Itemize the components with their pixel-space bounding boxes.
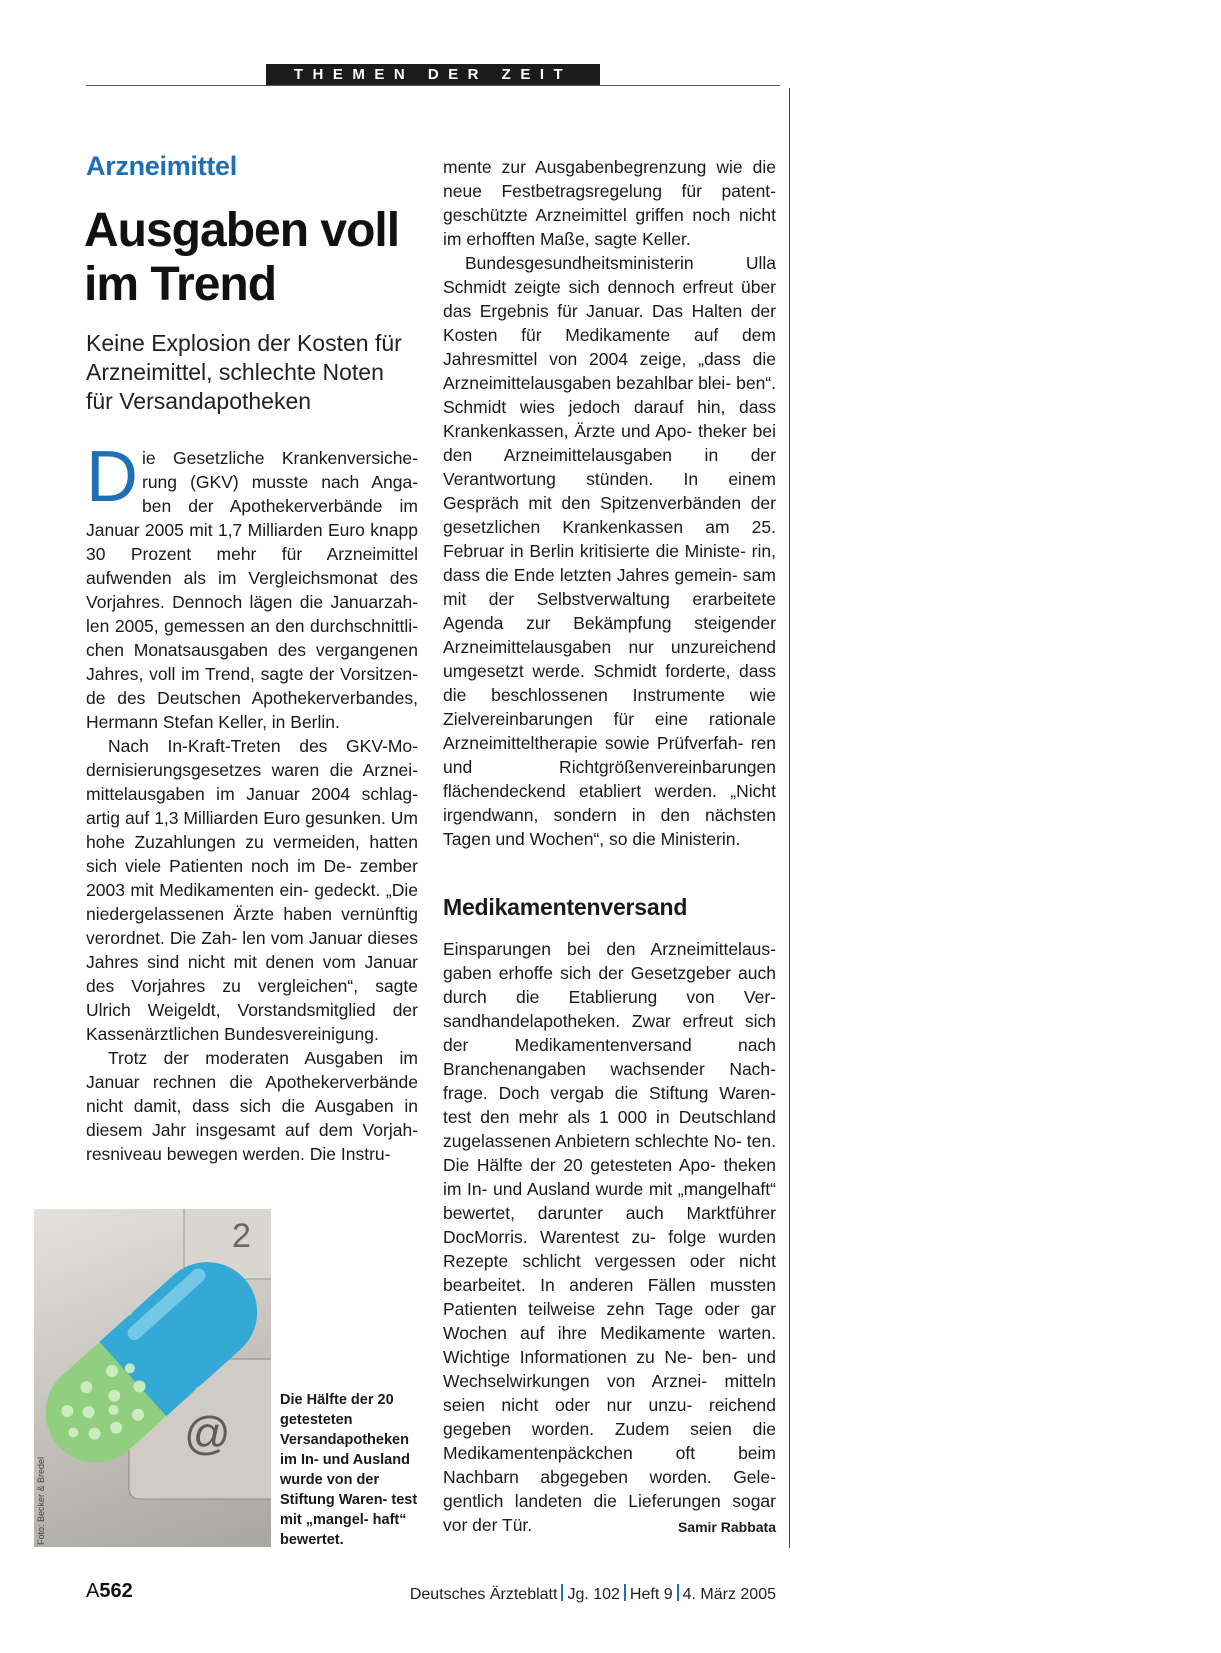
paragraph-3: Trotz der moderaten Ausgaben im Januar rechnen die Apothekerverbände nicht damit, dass sich die Ausgaben in diesem Jahr insgesamt auf dem Vorjah- resniveau bewegen werden. Die Instru- <box>86 1048 418 1164</box>
paragraph-4: mente zur Ausgabenbegrenzung wie die neue Festbetragsregelung für patent- geschützte Arzneimittel griffen noch nicht im erhofften Maße, sagte Keller. <box>443 157 776 249</box>
drop-cap: D <box>86 437 138 517</box>
paragraph-2: Nach In-Kraft-Treten des GKV-Mo- dernisierungsgesetzes waren die Arznei- mittelausgaben im Januar 2004 schlag- artig auf 1,3 Milliarden Euro gesunken. Um hohe Zuzahlungen zu vermeiden, hatten sich viele Patienten noch im De- zember 2003 mit Medikamenten ein- gedeckt. „Die niedergelassenen Ärzte haben vernünftig verordnet. Die Zah- len vom Januar dieses Jahres sind nicht mit denen vom Januar des Vorjahres zu vergleichen“, sagte Ulrich Weigeldt, Vorstandsmitglied der Kassenärztlichen Bundesvereinigung. <box>86 736 418 1044</box>
capsule-on-keyboard-illustration <box>34 1209 271 1547</box>
paragraph-6: Einsparungen bei den Arzneimittelaus- gaben erhoffe sich der Gesetzgeber auch durch die Etablierung von Ver- sandhandelapotheken. Zwar erfreut sich der Medikamentenversand nach Branchenangaben wachsender Nach- frage. Doch vergab die Stiftung Waren- test den mehr als 1 000 in Deutschland zugelassenen Anbietern schlechte No- ten. Die Hälfte der 20 getesteten Apo- theken im In- und Ausland wurde mit „mangelhaft“ bewertet, darunter auch Marktführer DocMorris. Warentest zu- folge wurden Rezepte schlicht vergessen oder nicht bearbeitet. In anderen Fällen mussten Patienten teilweise zehn Tage oder gar Wochen auf ihre Medikamente warten. Wichtige Informationen zu Ne- ben- und Wechselwirkungen von Arznei- mitteln seien nicht oder nur unzu- reichend gegeben worden. Zudem seien die Medikamentenpäckchen oft beim Nachbarn abgegeben worden. Gele- gentlich landeten die Lieferungen sogar vor der Tür. <box>443 939 776 1535</box>
separator <box>561 1584 563 1601</box>
key-digit: 2 <box>232 1217 251 1255</box>
article-column-left <box>86 437 418 1166</box>
article-photo <box>34 1209 271 1547</box>
page-prefix: A <box>86 1580 100 1602</box>
subheading: Medikamentenversand <box>443 894 688 920</box>
key-symbol: @ <box>184 1407 231 1459</box>
article-column-right <box>443 155 776 1539</box>
section-label: Arzneimittel <box>86 151 237 181</box>
journal-date: 4. März 2005 <box>682 1586 776 1603</box>
journal-volume: Jg. 102 <box>567 1586 620 1603</box>
paragraph-5: Bundesgesundheitsministerin Ulla Schmidt zeigte sich dennoch erfreut über das Ergebnis für Januar. Das Halten der Kosten für Medikamente auf dem Jahresmittel von 2004 zeige, „dass die Arzneimittelausgaben bezahlbar blei- ben“. Schmidt wies jedoch darauf hin, dass Krankenkassen, Ärzte und Apo- theker bei den Arzneimittelausgaben in der Verantwortung stünden. In einem Gespräch mit den Spitzenverbänden der gesetzlichen Krankenkassen am 25. Februar in Berlin kritisierte die Ministe- rin, dass die Ende letzten Jahres gemein- sam mit der Selbstverwaltung erarbeitete Agenda zur Bekämpfung steigender Arzneimittelausgaben nur unzureichend umgesetzt werde. Schmidt forderte, dass die beschlossenen Instrumente wie Zielvereinbarungen für eine rationale Arzneimitteltherapie sowie Prüfverfah- ren und Richtgrößenvereinbarungen flächendeckend etabliert werden. „Nicht irgendwann, sondern in den nächsten Tagen und Wochen“, so die Ministerin. <box>443 253 776 849</box>
page-number-value: 562 <box>99 1580 133 1602</box>
separator <box>677 1584 679 1601</box>
journal-issue: Heft 9 <box>629 1586 673 1603</box>
header-rule <box>86 85 780 86</box>
subhead: Keine Explosion der Kosten für Arzneimittel, schlechte Noten für Versandapotheken <box>86 330 402 414</box>
paragraph-1-text: ie Gesetzliche Krankenversiche- rung (GKV) musste nach Anga- ben der Apothekerverbände im Januar 2005 mit 1,7 Milliarden Euro knapp 30 Prozent mehr für Arzneimittel aufwenden als im Vergleichsmonat des Vorjahres. Dennoch lägen die Januarzah- len 2005, gemessen an den durchschnittli- chen Monatsausgaben des vergangenen Jahres, voll im Trend, sagte der Vorsitzen- de des Deutschen Apothekerverbandes, Hermann Stefan Keller, in Berlin. <box>86 448 418 732</box>
section-banner: THEMEN DER ZEIT <box>266 64 600 86</box>
author-byline: Samir Rabbata <box>677 1519 776 1535</box>
journal-info <box>410 1584 776 1604</box>
journal-name: Deutsches Ärzteblatt <box>409 1586 558 1603</box>
column-rule <box>789 88 790 1548</box>
photo-credit: Foto: Becker & Bredel <box>36 1456 46 1545</box>
paragraph-1 <box>86 437 418 734</box>
page-number <box>86 1580 133 1603</box>
headline: Ausgaben voll im Trend <box>84 204 400 311</box>
photo-caption: Die Hälfte der 20 getesteten Versandapotheken im In- und Ausland wurde von der Stiftung Waren- test mit „mangel- haft“ bewertet. <box>280 1392 418 1548</box>
separator <box>624 1584 626 1601</box>
